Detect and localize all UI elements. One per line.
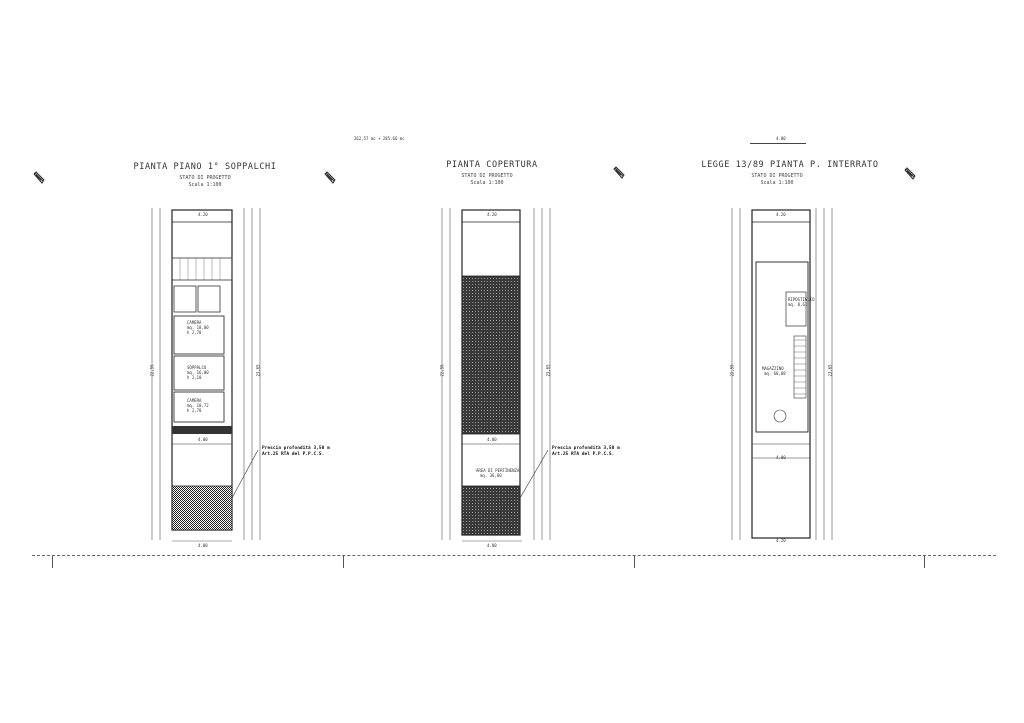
panel-1-room-1-height: h 2,70 xyxy=(187,330,202,335)
cut-tick xyxy=(634,556,635,568)
panel-3-status: STATO DI PROGETTO xyxy=(751,173,803,179)
area-label: 262,57 mc + 285.66 mc xyxy=(354,136,405,141)
panel-1-title: PIANTA PIANO 1° SOPPALCHI xyxy=(133,162,277,172)
section-cut-line xyxy=(32,555,996,556)
panel-2-right-dimension: 23,65 xyxy=(545,364,551,377)
panel-2-inner-width-dimension: 4.00 xyxy=(487,437,497,442)
pen-nib-icon xyxy=(323,170,337,186)
panel-3-room-1-area: mq. 8,61 xyxy=(788,302,808,307)
cut-tick xyxy=(343,556,344,568)
panel-2-area-name: AREA DI PERTINENZA xyxy=(476,468,520,473)
panel-1-room-1-name: CAMERA xyxy=(187,320,202,325)
panel-3-title: LEGGE 13/89 PIANTA P. INTERRATO xyxy=(701,160,879,170)
panel-2-area-size: mq. 36,60 xyxy=(480,473,502,478)
panel-2-note-line-1: Prescia profondità 3,50 m xyxy=(552,446,620,451)
panel-2-total-dimension: 22,55 xyxy=(439,364,445,377)
panel-3-room-1-name: RIPOSTIGLIO xyxy=(788,297,815,302)
panel-1-total-dimension: 22,55 xyxy=(149,364,155,377)
pen-nib-icon xyxy=(32,170,46,186)
panel-1-status: STATO DI PROGETTO xyxy=(179,175,231,181)
panel-3-room-2-name: MAGAZZINO xyxy=(762,366,784,371)
panel-1-bottom-dimension: 4.00 xyxy=(198,543,208,548)
panel-2-note-line-2: Art.25 RTA del P.P.C.S. xyxy=(552,452,615,457)
panel-2-bottom-dimension: 4.00 xyxy=(487,543,497,548)
panel-1-scale: Scala 1:100 xyxy=(188,182,222,188)
pen-nib-icon xyxy=(903,166,917,182)
panel-2-roof-plan xyxy=(430,200,560,555)
panel-3-inner-width-dimension: 4.00 xyxy=(776,455,786,460)
panel-3-total-dimension: 22,55 xyxy=(729,364,735,377)
panel-1-width-dimension: 4.20 xyxy=(198,212,208,217)
panel-1-room-3-height: h 2,70 xyxy=(187,408,202,413)
panel-1-room-2-area: mq. 16,00 xyxy=(187,370,209,375)
panel-1-right-dimension: 23,65 xyxy=(255,364,261,377)
panel-1-room-2-height: h 2,10 xyxy=(187,375,202,380)
panel-3-room-2-area: mq. 68,08 xyxy=(764,371,786,376)
panel-1-note-line-2: Art.25 RTA del P.P.C.S. xyxy=(262,452,325,457)
panel-3-width-dimension: 4.20 xyxy=(776,212,786,217)
panel-2-title: PIANTA COPERTURA xyxy=(446,160,538,170)
cut-tick xyxy=(924,556,925,568)
panel-2-status: STATO DI PROGETTO xyxy=(461,173,513,179)
panel-1-inner-width-dimension: 4.00 xyxy=(198,437,208,442)
panel-3-bottom-dimension: 4.20 xyxy=(776,538,786,543)
panel-1-floor-plan xyxy=(140,200,270,555)
panel-1-room-3-area: mq. 10,72 xyxy=(187,403,209,408)
panel-1-room-1-area: mq. 18,00 xyxy=(187,325,209,330)
panel-3-scale: Scala 1:100 xyxy=(760,180,794,186)
panel-2-width-dimension: 4.20 xyxy=(487,212,497,217)
top-right-dimension: 4.00 xyxy=(776,136,786,141)
top-right-dimension-line xyxy=(750,143,806,144)
panel-3-right-dimension: 23,65 xyxy=(827,364,833,377)
panel-1-room-3-name: CAMERA xyxy=(187,398,202,403)
panel-2-scale: Scala 1:100 xyxy=(470,180,504,186)
panel-1-room-2-name: SOPPALCO xyxy=(187,365,207,370)
cut-tick xyxy=(52,556,53,568)
panel-1-note-line-1: Prescia profondità 3,50 m xyxy=(262,446,330,451)
pen-nib-icon xyxy=(612,165,626,181)
panel-3-basement-plan xyxy=(720,200,850,555)
